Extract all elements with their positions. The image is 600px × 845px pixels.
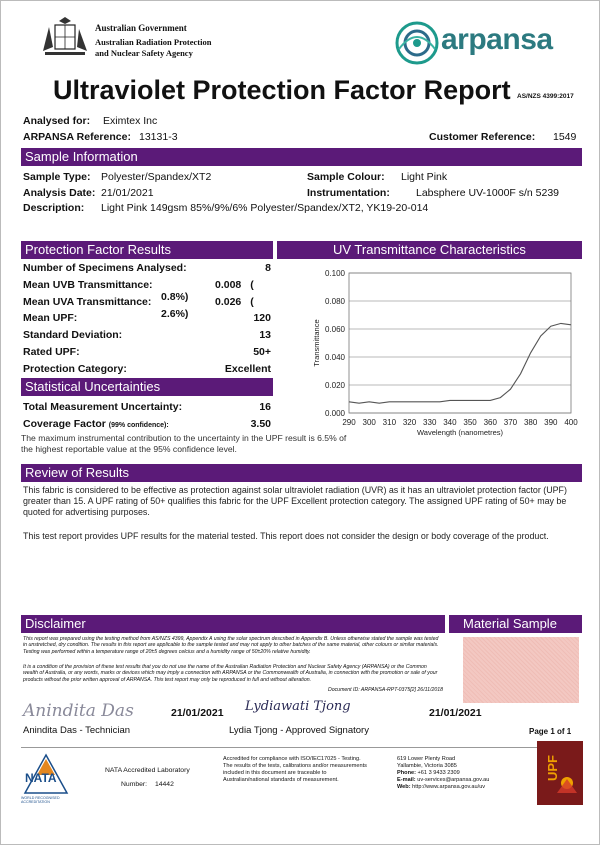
protection-row-label: Mean UVB Transmittance:	[23, 278, 153, 291]
chart-x-tick-label: 390	[544, 418, 558, 427]
protection-row-percent: ( 0.8%)	[161, 278, 254, 303]
chart-x-tick-label: 370	[503, 418, 518, 427]
iso-line-1: Accredited for compliance with ISO/IEC17025 - Testing.	[223, 756, 361, 762]
chart-y-tick-label: 0.000	[324, 409, 345, 418]
signature-1: Anindita Das	[23, 701, 134, 721]
protection-row-number: 0.026	[215, 295, 242, 308]
material-sample-heading: Material Sample	[449, 615, 582, 633]
instrumentation-label: Instrumentation:	[307, 187, 390, 199]
report-title: Ultraviolet Protection Factor Report	[53, 75, 511, 105]
analysed-for-label: Analysed for:	[23, 115, 91, 127]
sample-info-heading: Sample Information	[21, 148, 582, 166]
signature-2-date: 21/01/2021	[429, 707, 482, 719]
signature-1-name: Anindita Das - Technician	[23, 725, 131, 736]
uv-transmittance-chart	[301, 263, 586, 445]
coat-of-arms-icon	[39, 17, 91, 59]
reference-label: ARPANSA Reference:	[23, 131, 131, 143]
protection-row-label: Protection Category:	[23, 362, 127, 375]
sample-type-value: Polyester/Spandex/XT2	[101, 171, 212, 183]
nata-subtitle: WORLD RECOGNISED ACCREDITATION	[21, 796, 60, 804]
arpansa-wordmark: arpansa	[441, 23, 553, 56]
phone-label: Phone:	[397, 770, 416, 776]
protection-row-label: Mean UPF:	[23, 312, 78, 325]
coverage-confidence-label: (99% confidence):	[108, 422, 169, 429]
chart-x-tick-label: 380	[523, 418, 538, 427]
chart-title: UV Transmittance Characteristics	[277, 241, 582, 259]
description-label: Description:	[23, 202, 85, 214]
address-line-2: Yallambie, Victoria 3085	[397, 763, 457, 769]
iso-line-3: included in this document are traceable to	[223, 770, 327, 776]
protection-row-value: 13	[259, 329, 271, 342]
customer-ref-label: Customer Reference:	[429, 131, 536, 143]
iso-line-2: The results of the tests, calibrations and/or measurements	[223, 763, 367, 769]
disclaimer-text-2: It is a condition of the provision of these test results that you do not use the name of the Australian Radiation Protection and Nuclear Safety Agency (ARPANSA) or the Common wealth of Australia, or any words, marks or devices which may imply a connection with ARPANSA or the Commonwealth of Australia, in connection with the promotion or sale of your products without the prior written approval of ARPANSA. This test report may only be reproduced in full and without alteration.	[23, 664, 438, 683]
protection-row-value: Excellent	[224, 362, 271, 375]
chart-y-tick-label: 0.100	[324, 269, 345, 278]
sample-type-label: Sample Type:	[23, 171, 91, 183]
analysis-date-value: 21/01/2021	[101, 187, 154, 199]
signature-2-name: Lydia Tjong - Approved Signatory	[229, 725, 369, 736]
total-uncertainty-value: 16	[259, 401, 271, 413]
review-paragraph-1: This fabric is considered to be effective as protection against solar ultraviolet radiation (UVR) as it has an ultraviolet protection factor (UPF) greater than 15. A UPF rating of 50+ qualifies this fabric for the UPF Excellent protection category. The assigned UPF rating of 50+ may be quoted for advertising purposes.	[23, 485, 567, 517]
chart-y-axis-label: Transmittance	[312, 319, 321, 367]
nata-number-row	[121, 781, 174, 788]
upf-badge-label: UPF	[545, 755, 560, 781]
email-label: E-mail:	[397, 777, 416, 783]
contact-block	[397, 756, 527, 791]
footer-divider	[21, 747, 541, 748]
chart-x-tick-label: 340	[443, 418, 457, 427]
chart-x-tick-label: 350	[463, 418, 477, 427]
gov-line-3: and Nuclear Safety Agency	[95, 48, 193, 58]
chart-y-tick-label: 0.060	[324, 325, 345, 334]
page-number: Page 1 of 1	[529, 727, 572, 736]
instrumentation-value: Labsphere UV-1000F s/n 5239	[416, 187, 560, 199]
protection-row-value: 120	[253, 312, 271, 325]
arpansa-logo-icon	[393, 19, 441, 67]
chart-x-tick-label: 320	[402, 418, 417, 427]
review-paragraph-2: This test report provides UPF results for the material tested. This report does not consider the design or body coverage of the product.	[23, 531, 549, 541]
iso-accreditation-text	[223, 756, 391, 784]
protection-row-value: 50+	[253, 346, 271, 358]
nata-number-value: 14442	[154, 781, 174, 788]
sun-shield-icon	[555, 771, 579, 795]
protection-row-label: Rated UPF:	[23, 346, 80, 358]
web-label: Web:	[397, 784, 411, 790]
chart-x-axis-label: Wavelength (nanometres)	[416, 428, 504, 437]
analysis-date-label: Analysis Date:	[23, 187, 96, 199]
disclaimer-heading: Disclaimer	[21, 615, 445, 633]
chart-x-tick-label: 310	[382, 418, 397, 427]
review-heading: Review of Results	[21, 464, 582, 482]
customer-ref-value: 1549	[553, 131, 577, 143]
nata-wordmark: NATA	[25, 771, 57, 785]
protection-row-label: Mean UVA Transmittance:	[23, 295, 152, 308]
chart-x-tick-label: 400	[564, 418, 578, 427]
address-line-1: 619 Lower Plenty Road	[397, 756, 456, 762]
sample-colour-label: Sample Colour:	[307, 171, 385, 183]
protection-row-label: Standard Deviation:	[23, 329, 123, 342]
coverage-factor-label: Coverage Factor	[23, 418, 106, 430]
uncertainty-heading: Statistical Uncertainties	[21, 378, 273, 396]
coverage-factor-row	[23, 418, 169, 430]
nata-lab-label: NATA Accredited Laboratory	[105, 767, 190, 774]
protection-row-value: 8	[265, 262, 271, 274]
phone-value: +61 3 9433 2309	[417, 770, 460, 776]
iso-line-4: Australian/national standards of measurement.	[223, 777, 339, 783]
description-value: Light Pink 149gsm 85%/9%/6% Polyester/Spandex/XT2, YK19-20-014	[101, 202, 429, 214]
chart-y-tick-label: 0.080	[324, 297, 345, 306]
standard-label: AS/NZS 4399:2017	[517, 93, 574, 100]
total-uncertainty-label: Total Measurement Uncertainty:	[23, 401, 183, 413]
protection-row-label: Number of Specimens Analysed:	[23, 262, 187, 274]
coverage-factor-value: 3.50	[250, 418, 271, 430]
chart-y-tick-label: 0.040	[324, 353, 345, 362]
gov-line-2: Australian Radiation Protection	[95, 37, 212, 47]
web-value[interactable]: http://www.arpansa.gov.au/uv	[412, 784, 486, 790]
protection-row-percent: ( 2.6%)	[161, 295, 254, 320]
document-id: Document ID: ARPANSA-RPT-0375[2] 26/11/2018	[327, 687, 443, 693]
sample-colour-value: Light Pink	[401, 171, 448, 183]
chart-x-tick-label: 300	[362, 418, 376, 427]
nata-number-label: Number:	[121, 781, 148, 788]
email-value[interactable]: uv-services@arpansa.gov.au	[417, 777, 490, 783]
chart-x-tick-label: 360	[483, 418, 497, 427]
chart-y-tick-label: 0.020	[324, 381, 345, 390]
chart-x-tick-label: 330	[423, 418, 437, 427]
signature-1-date: 21/01/2021	[171, 707, 224, 719]
chart-plot-frame	[349, 273, 571, 413]
protection-row-number: 0.008	[215, 278, 242, 291]
chart-series-line	[349, 323, 571, 403]
analysed-for-value: Eximtex Inc	[103, 115, 158, 127]
protection-heading: Protection Factor Results	[21, 241, 273, 259]
upf-badge	[537, 741, 583, 805]
reference-value: 13131-3	[139, 131, 178, 143]
uncertainty-note: The maximum instrumental contribution to the uncertainty in the UPF result is 6.5% of the highest reportable value at the 95% confidence level.	[21, 433, 347, 454]
gov-line-1: Australian Government	[95, 23, 187, 33]
signature-2: Lydiawati Tjong	[245, 699, 351, 714]
material-sample-swatch	[463, 637, 579, 703]
disclaimer-text-1: This report was prepared using the testing method from AS/NZS 4399, Appendix A using the solar spectrum described in Appendix B. Unless otherwise stated the sample was tested in unstretched, dry condition. The results in this report are applicable to the sample tested and may not apply to other batches of the same material, other colours or similar materials. Testing was performed within a temperature range of 20±5 degrees celcius and a humidity range of 50±20% relative humidity.	[23, 636, 439, 655]
chart-x-tick-label: 290	[342, 418, 356, 427]
